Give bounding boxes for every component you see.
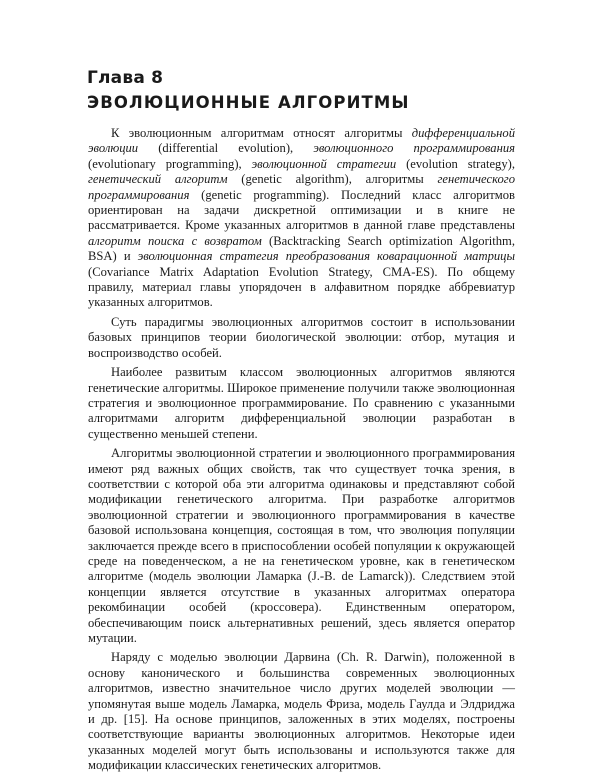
text-run: (genetic algorithm), алгоритмы [227,172,438,187]
paragraph [88,315,515,361]
chapter-body [88,126,515,778]
italic-term: эволюционная стратегия преобразования коварационной матрицы [137,249,515,264]
italic-term: генетического программирования [88,172,515,202]
text-run: (genetic programming). Последний класс алгоритмов ориентирован на задачи дискретной оптимизации и в книге не рассматривается. Кроме указанных алгоритмов в данной главе представлены [88,187,515,233]
italic-term: дифференциальной эволюции [88,126,515,156]
text-run: Наиболее развитым классом эволюционных алгоритмов являются генетические алгоритмы. Широкое применение получили также эволюционная стратегия и эволюционное программирование. По сравнению с указанными алгоритмами алгоритм дифференциальной эволюции разработан в существенно меньшей степени. [88,365,515,441]
text-run: (differential evolution), [138,141,314,156]
paragraph [88,365,515,442]
paragraph [88,126,515,311]
text-run: К эволюционным алгоритмам относят алгоритмы [111,126,412,140]
text-run: Суть парадигмы эволюционных алгоритмов состоит в использовании базовых принципов теории биологической эволюции: отбор, мутация и воспроизводство особей. [88,314,515,360]
chapter-title: ЭВОЛЮЦИОННЫЕ АЛГОРИТМЫ [87,93,410,112]
text-run: Алгоритмы эволюционной стратегии и эволюционного программирования имеют ряд важных общих свойств, так что существует точка зрения, в соответствии с которой оба эти алгоритма одинаковы и представляют собой модификации генетического алгоритма. При разработке алгоритмов эволюционной стратегии и эволюционного программирования в качестве базовой использована концепция, состоящая в том, что эволюция популяции заключается прежде всего в приспособлении особей популяции к окружающей среде на поведенческом, а не на генетическом уровне, как в генетическом алгоритме (модель эволюции Ламарка (J.-B. de Lamarck)). Следствием этой концепции является отсутствие в указанных алгоритмах оператора рекомбинации особей (кроссовера). Единственным оператором, обеспечивающим поиск альтернативных решений, здесь является оператор мутации. [88,446,515,645]
text-run: (Covariance Matrix Adaptation Evolution Strategy, CMA-ES). По общему правилу, материал главы упорядочен в алфавитном порядке аббревиатур указанных алгоритмов. [88,264,515,310]
text-run: Наряду с моделью эволюции Дарвина (Ch. R. Darwin), положенной в основу канонического и большинства современных эволюционных алгоритмов, известно значительное число других моделей эволюции — упомянутая выше модель Ламарка, модель Фриза, модель Гаулда и Элдриджа и др. [15]. На основе принципов, заложенных в этих моделях, построены соответствующие варианты эволюционных алгоритмов. Некоторые идеи указанных моделей могут быть использованы и используются также для модификации классических генетических алгоритмов. [88,650,515,773]
italic-term: эволюционного программирования [313,141,515,156]
paragraph [88,650,515,773]
text-run: (Backtracking Search optimization Algorithm, BSA) и [88,233,515,264]
italic-term: алгоритм поиска с возвратом [88,233,262,248]
chapter-number: Глава 8 [87,68,164,88]
italic-term: эволюционной стратегии [251,156,397,171]
text-run: (evolutionary programming), [88,156,252,171]
text-run: (evolution strategy), [396,156,515,171]
italic-term: генетический алгоритм [88,172,228,187]
paragraph [88,446,515,646]
